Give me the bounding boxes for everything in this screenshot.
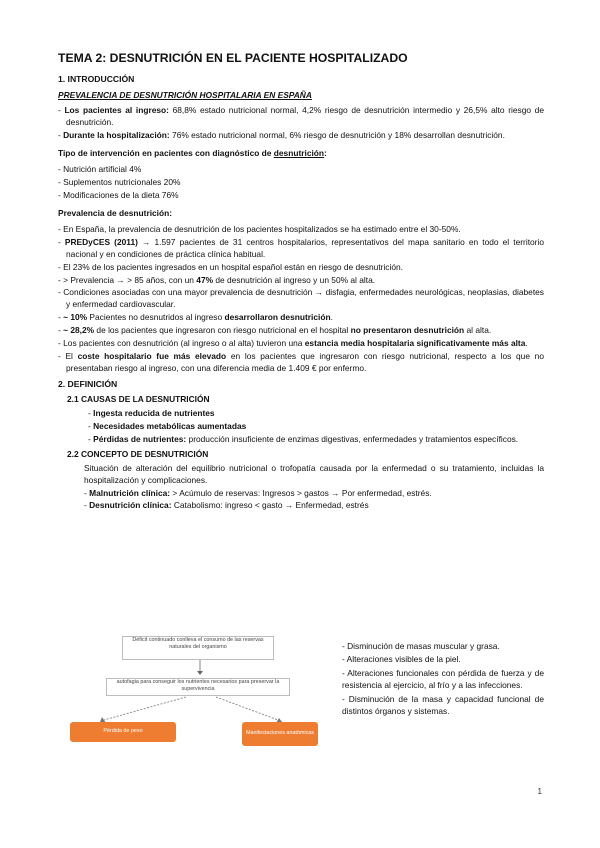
concept-item: - Desnutrición clínica: Catabolismo: ingreso < gasto → Enfermedad, estrés [84, 500, 369, 511]
intervention-item: - Suplementos nutricionales 20% [58, 177, 181, 188]
deficit-box: Déficit continuado conlleva el consumo de las reservas naturales del organismo [122, 636, 274, 660]
hospitalization-paragraph: - Durante la hospitalización: 76% estado nutricional normal, 6% riesgo de desnutrición y 18% desarrollan desnutrición. [58, 130, 505, 141]
arrow-line [216, 697, 278, 720]
prevalence-item: - Los pacientes con desnutrición (al ingreso o al alta) tuvieron una estancia media hospitalaria significativamente más alta. [58, 338, 528, 349]
page-number: 1 [537, 787, 542, 796]
weight-loss-box: Pérdida de peso [70, 722, 176, 742]
prevalence-subtitle: PREVALENCIA DE DESNUTRICIÓN HOSPITALARIA EN ESPAÑA [58, 89, 312, 100]
anatomic-manifestations-box: Manifestaciones anatómicas [242, 722, 318, 746]
concept-paragraph: Situación de alteración del equilibrio nutricional o trofopatía causada por la enfermedad o su tratamiento, incluidas la hospitalización y complicaciones. [84, 462, 544, 485]
prevalence-item: - > Prevalencia → > 85 años, con un 47% de desnutrición al ingreso y un 50% al alta. [58, 274, 376, 285]
manifestation-item: - Alteraciones visibles de la piel. [342, 654, 461, 665]
intervention-item: - Modificaciones de la dieta 76% [58, 189, 179, 200]
cause-item: - Necesidades metabólicas aumentadas [88, 420, 247, 431]
page-title: TEMA 2: DESNUTRICIÓN EN EL PACIENTE HOSPITALIZADO [58, 51, 408, 65]
prevalence-item: - ~ 10% Pacientes no desnutridos al ingreso desarrollaron desnutrición. [58, 312, 333, 323]
manifestation-item: - Disminución de masas muscular y grasa. [342, 641, 500, 651]
causes-list [58, 408, 544, 446]
causes-heading: 2.1 CAUSAS DE LA DESNUTRICIÓN [67, 394, 210, 405]
prevalence-item: - En España, la prevalencia de desnutrición de los pacientes hospitalizados se ha estimado entre el 30-50%. [58, 223, 461, 234]
concept-heading: 2.2 CONCEPTO DE DESNUTRICIÓN [67, 448, 209, 459]
manifestation-item: - Disminución de la masa y capacidad funcional de distintos órganos y sistemas. [342, 693, 544, 717]
concept-item: - Malnutrición clínica: > Acúmulo de reservas: Ingresos > gastos → Por enfermedad, estrés. [84, 487, 432, 498]
intervention-item: - Nutrición artificial 4% [58, 164, 142, 175]
prevalence-item: - Condiciones asociadas con una mayor prevalencia de desnutrición → disfagia, enfermedades neurológicas, neoplasias, diabetes y enfermedad cardiovascular. [58, 287, 544, 310]
manifestations-list [342, 640, 544, 719]
cause-item: - Ingesta reducida de nutrientes [88, 408, 215, 419]
arrow-line [104, 697, 186, 720]
concept-list [58, 488, 544, 513]
intervention-heading: Tipo de intervención en pacientes con diagnóstico de desnutrición: [58, 148, 327, 159]
section-2-heading: 2. DEFINICIÓN [58, 378, 118, 389]
manifestation-item: - Alteraciones funcionales con pérdida de fuerza y de resistencia al ejercicio, al frío y a las infecciones. [342, 667, 544, 691]
arrow-head [197, 671, 203, 675]
prevalence-item: - PREDyCES (2011) → 1.597 pacientes de 31 centros hospitalarios, representativos del mapa sanitario en todo el territorio nacional y en condiciones de práctica clínica habitual. [58, 236, 544, 259]
malnutrition-diagram [66, 634, 334, 752]
admission-paragraph: - Los pacientes al ingreso: 68,8% estado nutricional normal, 4,2% riesgo de desnutrición intermedio y 26,5% alto riesgo de desnutrición. [58, 105, 544, 128]
prevalence-item: - El 23% de los pacientes ingresados en un hospital español están en riesgo de desnutrición. [58, 261, 403, 272]
cause-item: - Pérdidas de nutrientes: producción insuficiente de enzimas digestivas, enfermedades y tratamientos específicos. [88, 433, 519, 444]
document-page [58, 50, 544, 513]
prevalence-heading: Prevalencia de desnutrición: [58, 207, 173, 218]
prevalence-item: - ~ 28,2% de los pacientes que ingresaron con riesgo nutricional en el hospital no presentaron desnutrición al alta. [58, 325, 492, 336]
section-1-heading: 1. INTRODUCCIÓN [58, 74, 135, 85]
autophagy-box: autofagia para conseguir los nutrientes necesarios para preservar la supervivencia [106, 678, 290, 696]
prevalence-item: - El coste hospitalario fue más elevado en los pacientes que ingresaron con riesgo nutricional, respecto a los que no presentaban riesgo al ingreso, con una diferencia media de 1.409 € por enfermo. [58, 351, 544, 373]
